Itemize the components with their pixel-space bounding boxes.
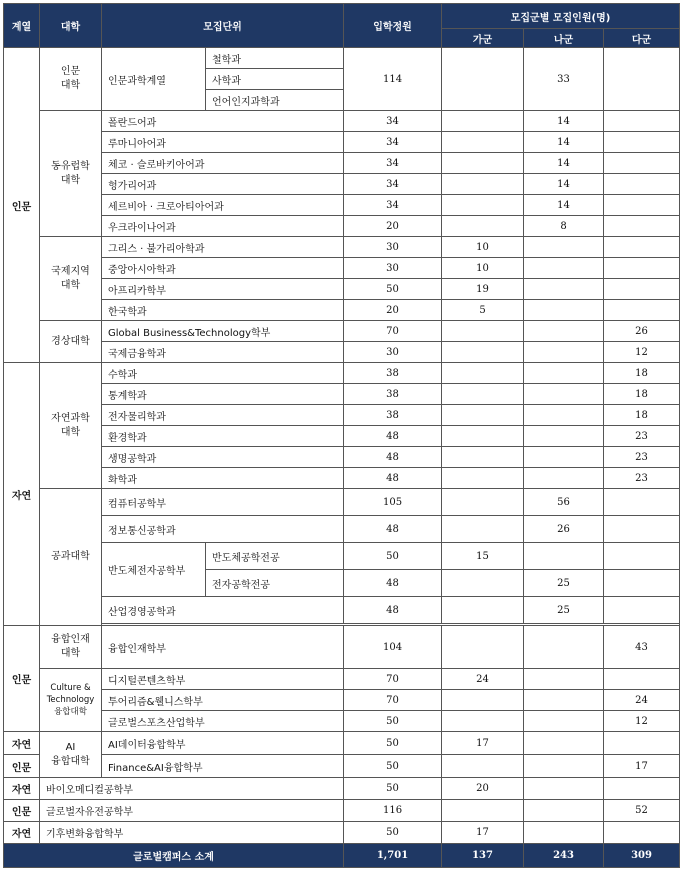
na: 14 <box>524 153 604 174</box>
quota: 50 <box>344 279 442 300</box>
ga <box>442 384 524 405</box>
quota: 48 <box>344 468 442 489</box>
unit-name: 그리스 · 불가리아학과 <box>102 237 344 258</box>
da: 18 <box>604 405 680 426</box>
quota: 50 <box>344 711 442 732</box>
unit-name: 루마니아어과 <box>102 132 344 153</box>
na: 25 <box>524 570 604 597</box>
da <box>604 195 680 216</box>
college-science: 자연과학 대학 <box>40 363 102 489</box>
na: 14 <box>524 195 604 216</box>
header-da: 다군 <box>604 29 680 48</box>
na <box>524 405 604 426</box>
quota: 38 <box>344 384 442 405</box>
unit-name: Finance&AI융합학부 <box>102 755 344 778</box>
ga <box>442 468 524 489</box>
header-college: 대학 <box>40 4 102 48</box>
unit-name: 헝가리어과 <box>102 174 344 195</box>
ga <box>442 321 524 342</box>
da <box>604 822 680 844</box>
da <box>604 132 680 153</box>
ga: 24 <box>442 669 524 690</box>
unit-name: 한국학과 <box>102 300 344 321</box>
quota: 70 <box>344 321 442 342</box>
da <box>604 669 680 690</box>
da <box>604 543 680 570</box>
na: 56 <box>524 489 604 516</box>
na: 33 <box>524 48 604 111</box>
da <box>604 111 680 132</box>
field-nature: 자연 <box>4 778 40 800</box>
da <box>604 732 680 755</box>
ga <box>442 570 524 597</box>
ga <box>442 626 524 669</box>
na <box>524 363 604 384</box>
unit-name: 바이오메디컬공학부 <box>40 778 344 800</box>
header-quota: 입학정원 <box>344 4 442 48</box>
da <box>604 258 680 279</box>
quota: 48 <box>344 426 442 447</box>
unit-name: 국제금융학과 <box>102 342 344 363</box>
ga: 5 <box>442 300 524 321</box>
unit-name: 정보통신공학과 <box>102 516 344 543</box>
ga <box>442 690 524 711</box>
quota: 30 <box>344 237 442 258</box>
na <box>524 778 604 800</box>
da: 52 <box>604 800 680 822</box>
ga: 20 <box>442 778 524 800</box>
da: 12 <box>604 342 680 363</box>
quota: 34 <box>344 174 442 195</box>
na <box>524 321 604 342</box>
unit-name: 산업경영공학과 <box>102 597 344 624</box>
field-nature: 자연 <box>4 363 40 626</box>
da <box>604 778 680 800</box>
na <box>524 669 604 690</box>
ga: 17 <box>442 822 524 844</box>
field-humanities: 인문 <box>4 800 40 822</box>
unit-name: AI데이터융합학부 <box>102 732 344 755</box>
unit-name: 전자물리학과 <box>102 405 344 426</box>
ga <box>442 342 524 363</box>
quota: 30 <box>344 342 442 363</box>
quota: 48 <box>344 447 442 468</box>
na <box>524 755 604 778</box>
unit-name: 글로벌자유전공학부 <box>40 800 344 822</box>
ga <box>442 426 524 447</box>
college-business: 경상대학 <box>40 321 102 363</box>
unit-name: 폴란드어과 <box>102 111 344 132</box>
quota: 20 <box>344 300 442 321</box>
college-ai: AI 융합대학 <box>40 732 102 778</box>
unit-name: 세르비아 · 크로아티아어과 <box>102 195 344 216</box>
ga <box>442 132 524 153</box>
quota: 34 <box>344 153 442 174</box>
na <box>524 690 604 711</box>
quota: 50 <box>344 732 442 755</box>
sub-unit: 사학과 <box>206 69 344 90</box>
na <box>524 800 604 822</box>
unit-name: 수학과 <box>102 363 344 384</box>
da <box>604 174 680 195</box>
ga <box>442 405 524 426</box>
unit-name: 융합인재학부 <box>102 626 344 669</box>
quota: 48 <box>344 597 442 624</box>
total-ga: 137 <box>442 844 524 868</box>
quota: 50 <box>344 755 442 778</box>
quota: 114 <box>344 48 442 111</box>
na <box>524 447 604 468</box>
na <box>524 258 604 279</box>
ga <box>442 216 524 237</box>
college-culture-tech: Culture & Technology 융합대학 <box>40 669 102 732</box>
da <box>604 489 680 516</box>
ga <box>442 363 524 384</box>
total-na: 243 <box>524 844 604 868</box>
total-da: 309 <box>604 844 680 868</box>
na: 25 <box>524 597 604 624</box>
quota: 48 <box>344 570 442 597</box>
total-quota: 1,701 <box>344 844 442 868</box>
na: 14 <box>524 174 604 195</box>
unit-name: 컴퓨터공학부 <box>102 489 344 516</box>
quota: 104 <box>344 626 442 669</box>
da <box>604 279 680 300</box>
header-ga: 가군 <box>442 29 524 48</box>
da <box>604 597 680 624</box>
ga <box>442 516 524 543</box>
quota: 50 <box>344 822 442 844</box>
unit-name: 반도체전자공학부 <box>102 543 206 597</box>
da <box>604 300 680 321</box>
college-eastern-europe: 동유럽학 대학 <box>40 111 102 237</box>
da: 24 <box>604 690 680 711</box>
na: 14 <box>524 111 604 132</box>
unit-name: 아프리카학부 <box>102 279 344 300</box>
college-humanities: 인문 대학 <box>40 48 102 111</box>
quota: 48 <box>344 516 442 543</box>
na <box>524 384 604 405</box>
unit-name: 체코 · 슬로바키아어과 <box>102 153 344 174</box>
ga: 17 <box>442 732 524 755</box>
ga <box>442 174 524 195</box>
ga <box>442 489 524 516</box>
na <box>524 279 604 300</box>
da: 18 <box>604 384 680 405</box>
da: 17 <box>604 755 680 778</box>
quota: 70 <box>344 690 442 711</box>
ga <box>442 711 524 732</box>
na <box>524 342 604 363</box>
ga <box>442 755 524 778</box>
quota: 30 <box>344 258 442 279</box>
da <box>604 153 680 174</box>
field-humanities: 인문 <box>4 626 40 732</box>
quota: 38 <box>344 405 442 426</box>
na <box>524 732 604 755</box>
unit-name: 글로벌스포츠산업학부 <box>102 711 344 732</box>
sub-unit: 철학과 <box>206 48 344 69</box>
unit-name: Global Business&Technology학부 <box>102 321 344 342</box>
na <box>524 626 604 669</box>
ga <box>442 195 524 216</box>
ga <box>442 48 524 111</box>
quota: 38 <box>344 363 442 384</box>
unit-name: 디지털콘텐츠학부 <box>102 669 344 690</box>
sub-unit: 언어인지과학과 <box>206 90 344 111</box>
unit-name: 통계학과 <box>102 384 344 405</box>
field-nature: 자연 <box>4 732 40 755</box>
quota: 50 <box>344 543 442 570</box>
admission-table <box>3 3 680 868</box>
na <box>524 543 604 570</box>
da <box>604 216 680 237</box>
da <box>604 516 680 543</box>
header-field: 계열 <box>4 4 40 48</box>
header-na: 나군 <box>524 29 604 48</box>
ga: 10 <box>442 258 524 279</box>
total-label: 글로벌캠퍼스 소계 <box>4 844 344 868</box>
ga <box>442 153 524 174</box>
quota: 34 <box>344 195 442 216</box>
unit-name: 환경학과 <box>102 426 344 447</box>
field-humanities: 인문 <box>4 755 40 778</box>
da <box>604 237 680 258</box>
quota: 105 <box>344 489 442 516</box>
quota: 20 <box>344 216 442 237</box>
header-unit: 모집단위 <box>102 4 344 48</box>
unit-name: 중앙아시아학과 <box>102 258 344 279</box>
quota: 34 <box>344 132 442 153</box>
da <box>604 48 680 111</box>
unit-name: 화학과 <box>102 468 344 489</box>
da: 23 <box>604 447 680 468</box>
quota: 34 <box>344 111 442 132</box>
quota: 50 <box>344 778 442 800</box>
ga: 15 <box>442 543 524 570</box>
ga: 19 <box>442 279 524 300</box>
unit-name: 투어리즘&웰니스학부 <box>102 690 344 711</box>
ga <box>442 597 524 624</box>
da: 26 <box>604 321 680 342</box>
ga: 10 <box>442 237 524 258</box>
na: 8 <box>524 216 604 237</box>
header-by-group: 모집군별 모집인원(명) <box>442 4 680 29</box>
quota: 70 <box>344 669 442 690</box>
college-engineering: 공과대학 <box>40 489 102 626</box>
na <box>524 711 604 732</box>
da: 18 <box>604 363 680 384</box>
field-nature: 자연 <box>4 822 40 844</box>
na <box>524 300 604 321</box>
da: 12 <box>604 711 680 732</box>
unit-name: 생명공학과 <box>102 447 344 468</box>
unit-name: 인문과학계열 <box>102 48 206 111</box>
unit-name: 기후변화융합학부 <box>40 822 344 844</box>
college-regional: 국제지역 대학 <box>40 237 102 321</box>
na <box>524 426 604 447</box>
na: 14 <box>524 132 604 153</box>
na <box>524 822 604 844</box>
da <box>604 570 680 597</box>
college-convergence: 융합인재 대학 <box>40 626 102 669</box>
unit-name: 우크라이나어과 <box>102 216 344 237</box>
na <box>524 468 604 489</box>
da: 23 <box>604 468 680 489</box>
da: 23 <box>604 426 680 447</box>
field-humanities: 인문 <box>4 48 40 363</box>
quota: 116 <box>344 800 442 822</box>
sub-unit: 반도체공학전공 <box>206 543 344 570</box>
na: 26 <box>524 516 604 543</box>
ga <box>442 111 524 132</box>
da: 43 <box>604 626 680 669</box>
na <box>524 237 604 258</box>
ga <box>442 800 524 822</box>
sub-unit: 전자공학전공 <box>206 570 344 597</box>
ga <box>442 447 524 468</box>
